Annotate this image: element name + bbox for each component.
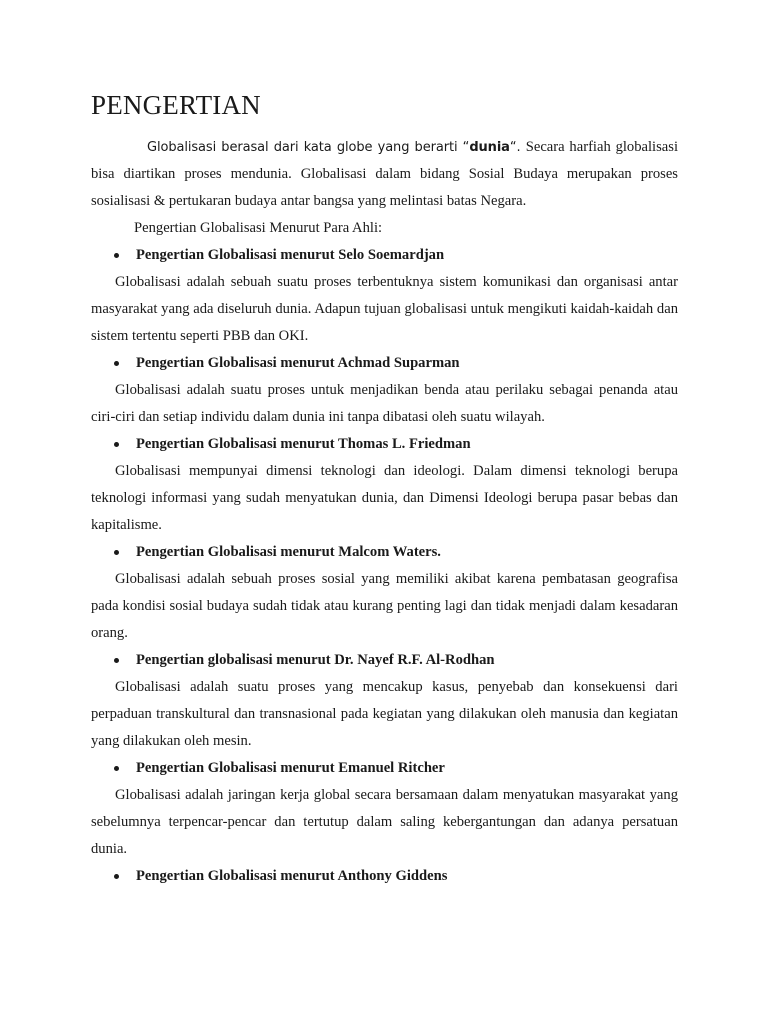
intro-part2: “. <box>509 140 526 155</box>
section-heading: Pengertian Globalisasi menurut Selo Soemardjan <box>91 242 678 269</box>
section-4 <box>91 647 678 755</box>
section-text: Globalisasi adalah suatu proses yang mencakup kasus, penyebab dan konsekuensi dari perpaduan transkultural dan transnasional pada kegiatan yang dilakukan oleh manusia dan kegiatan yang dilakukan oleh mesin. <box>91 679 678 749</box>
section-0 <box>91 242 678 350</box>
section-text: Globalisasi adalah suatu proses untuk menjadikan benda atau perilaku sebagai penanda atau ciri-ciri dan setiap individu dalam dunia ini tanpa dibatasi oleh suatu wilayah. <box>91 382 678 425</box>
page-title: PENGERTIAN <box>91 90 261 120</box>
intro-sans-text <box>147 140 526 155</box>
section-text: Globalisasi mempunyai dimensi teknologi dan ideologi. Dalam dimensi teknologi berupa teknologi informasi yang sudah menyatukan dunia, dan Dimensi Ideologi berupa pasar bebas dan kapitalisme. <box>91 463 678 533</box>
intro-bold-word: dunia <box>469 140 510 155</box>
subheading: Pengertian Globalisasi Menurut Para Ahli: <box>134 220 383 236</box>
section-text: Globalisasi adalah jaringan kerja global secara bersamaan dalam menyatukan masyarakat yang sebelumnya terpencar-pencar dan tertutup dalam saling kebergantungan dan adanya persatuan dunia. <box>91 787 678 857</box>
intro-paragraph <box>91 134 678 215</box>
section-1 <box>91 350 678 431</box>
section-heading: Pengertian Globalisasi menurut Malcom Waters. <box>91 539 678 566</box>
section-heading: Pengertian Globalisasi menurut Achmad Suparman <box>91 350 678 377</box>
section-heading: Pengertian globalisasi menurut Dr. Nayef R.F. Al-Rodhan <box>91 647 678 674</box>
section-text: Globalisasi adalah sebuah proses sosial yang memiliki akibat karena pembatasan geografisa pada kondisi sosial budaya sudah tidak atau kurang penting lagi dan tidak menjadi dalam kesadaran orang. <box>91 571 678 641</box>
intro-part3: Secara harfiah globalisasi bisa diartikan proses mendunia. Globalisasi dalam bidang Sosial Budaya merupakan proses sosialisasi & pertukaran budaya antar bangsa yang melintasi batas Negara. <box>91 139 678 209</box>
section-2 <box>91 431 678 539</box>
section-6 <box>91 863 678 890</box>
section-heading: Pengertian Globalisasi menurut Anthony Giddens <box>91 863 678 890</box>
section-3 <box>91 539 678 647</box>
section-heading: Pengertian Globalisasi menurut Emanuel Ritcher <box>91 755 678 782</box>
section-heading: Pengertian Globalisasi menurut Thomas L. Friedman <box>91 431 678 458</box>
section-text: Globalisasi adalah sebuah suatu proses terbentuknya sistem komunikasi dan organisasi antar masyarakat yang ada diseluruh dunia. Adapun tujuan globalisasi untuk mengikuti kaidah-kaidah dan sistem tertentu seperti PBB dan OKI. <box>91 274 678 344</box>
intro-part1: Globalisasi berasal dari kata globe yang berarti “ <box>147 140 470 155</box>
section-5 <box>91 755 678 863</box>
